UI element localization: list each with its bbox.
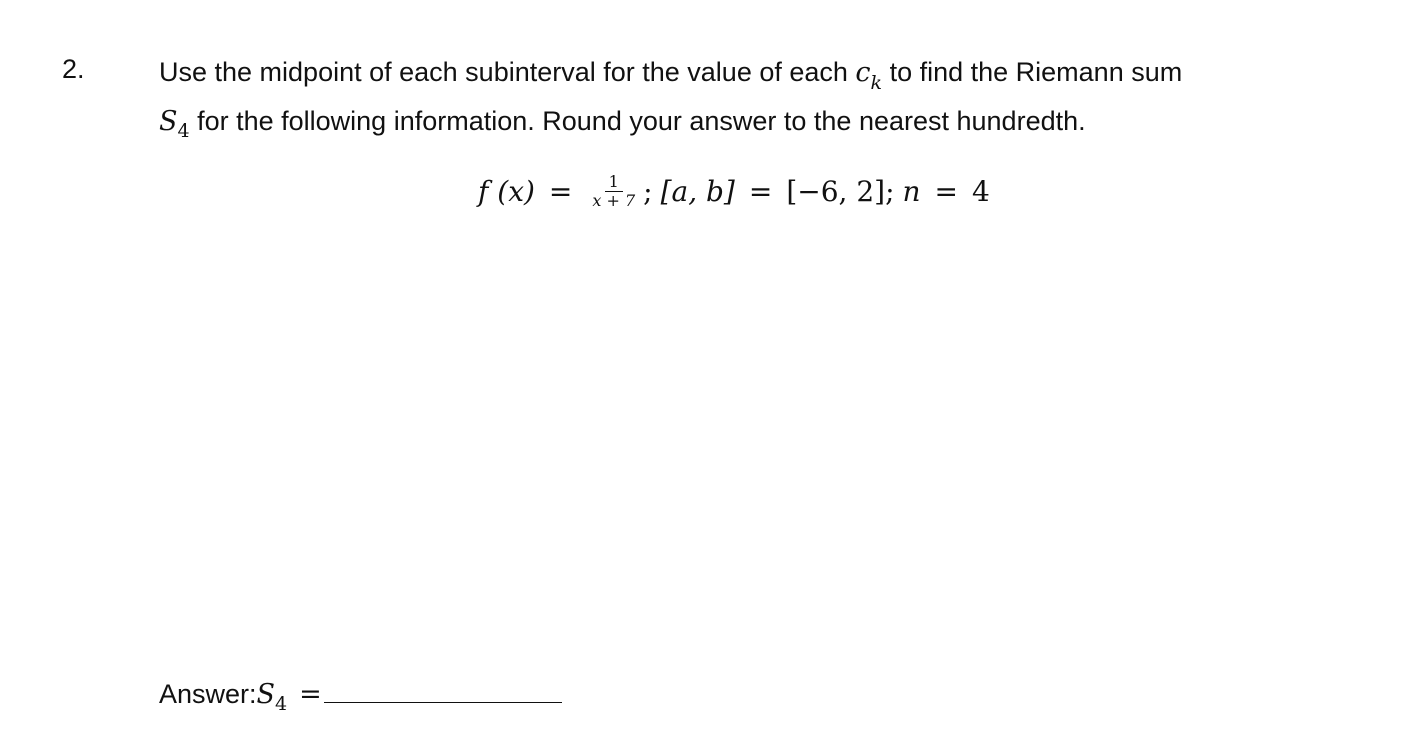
formula-lhs: f (x) (478, 174, 535, 208)
answer-label: Answer: (159, 679, 257, 709)
prompt-line-1 (159, 53, 1339, 102)
answer-blank-line[interactable] (324, 674, 562, 703)
answer-s4-subscript: 4 (275, 693, 288, 715)
question-number: 2. (62, 54, 85, 84)
formula-semicolon: ; (643, 174, 653, 208)
s4-subscript: 4 (177, 120, 190, 142)
answer-row (159, 674, 562, 723)
formula-interval-value: [−6, 2]; (786, 174, 895, 208)
c-k-subscript: k (870, 72, 883, 94)
answer-s4-symbol: $S_4$ (256, 679, 288, 715)
prompt-text-2: to find the Riemann sum (882, 57, 1183, 87)
c-k-symbol: $c_k$ (855, 57, 883, 94)
formula-n-label: n (902, 174, 921, 208)
question-prompt (159, 53, 1339, 150)
prompt-text-1: Use the midpoint of each subinterval for the value of each (159, 57, 856, 87)
formula-equals-3: = (934, 174, 959, 208)
fraction-numerator: 1 (605, 173, 623, 192)
prompt-text-3: for the following information. Round your answer to the nearest hundredth. (189, 106, 1086, 136)
formula-n-value: 4 (972, 174, 990, 208)
fraction-denominator: x + 7 (592, 190, 636, 210)
formula-fraction (588, 173, 639, 210)
answer-equals: = (299, 679, 322, 710)
formula-equals-2: = (748, 174, 773, 208)
s4-symbol: $S_4$ (159, 106, 190, 142)
function-definition (478, 168, 990, 214)
prompt-line-2 (159, 102, 1339, 150)
formula-interval-label: [a, b] (660, 174, 735, 208)
formula-equals-1: = (548, 174, 573, 208)
